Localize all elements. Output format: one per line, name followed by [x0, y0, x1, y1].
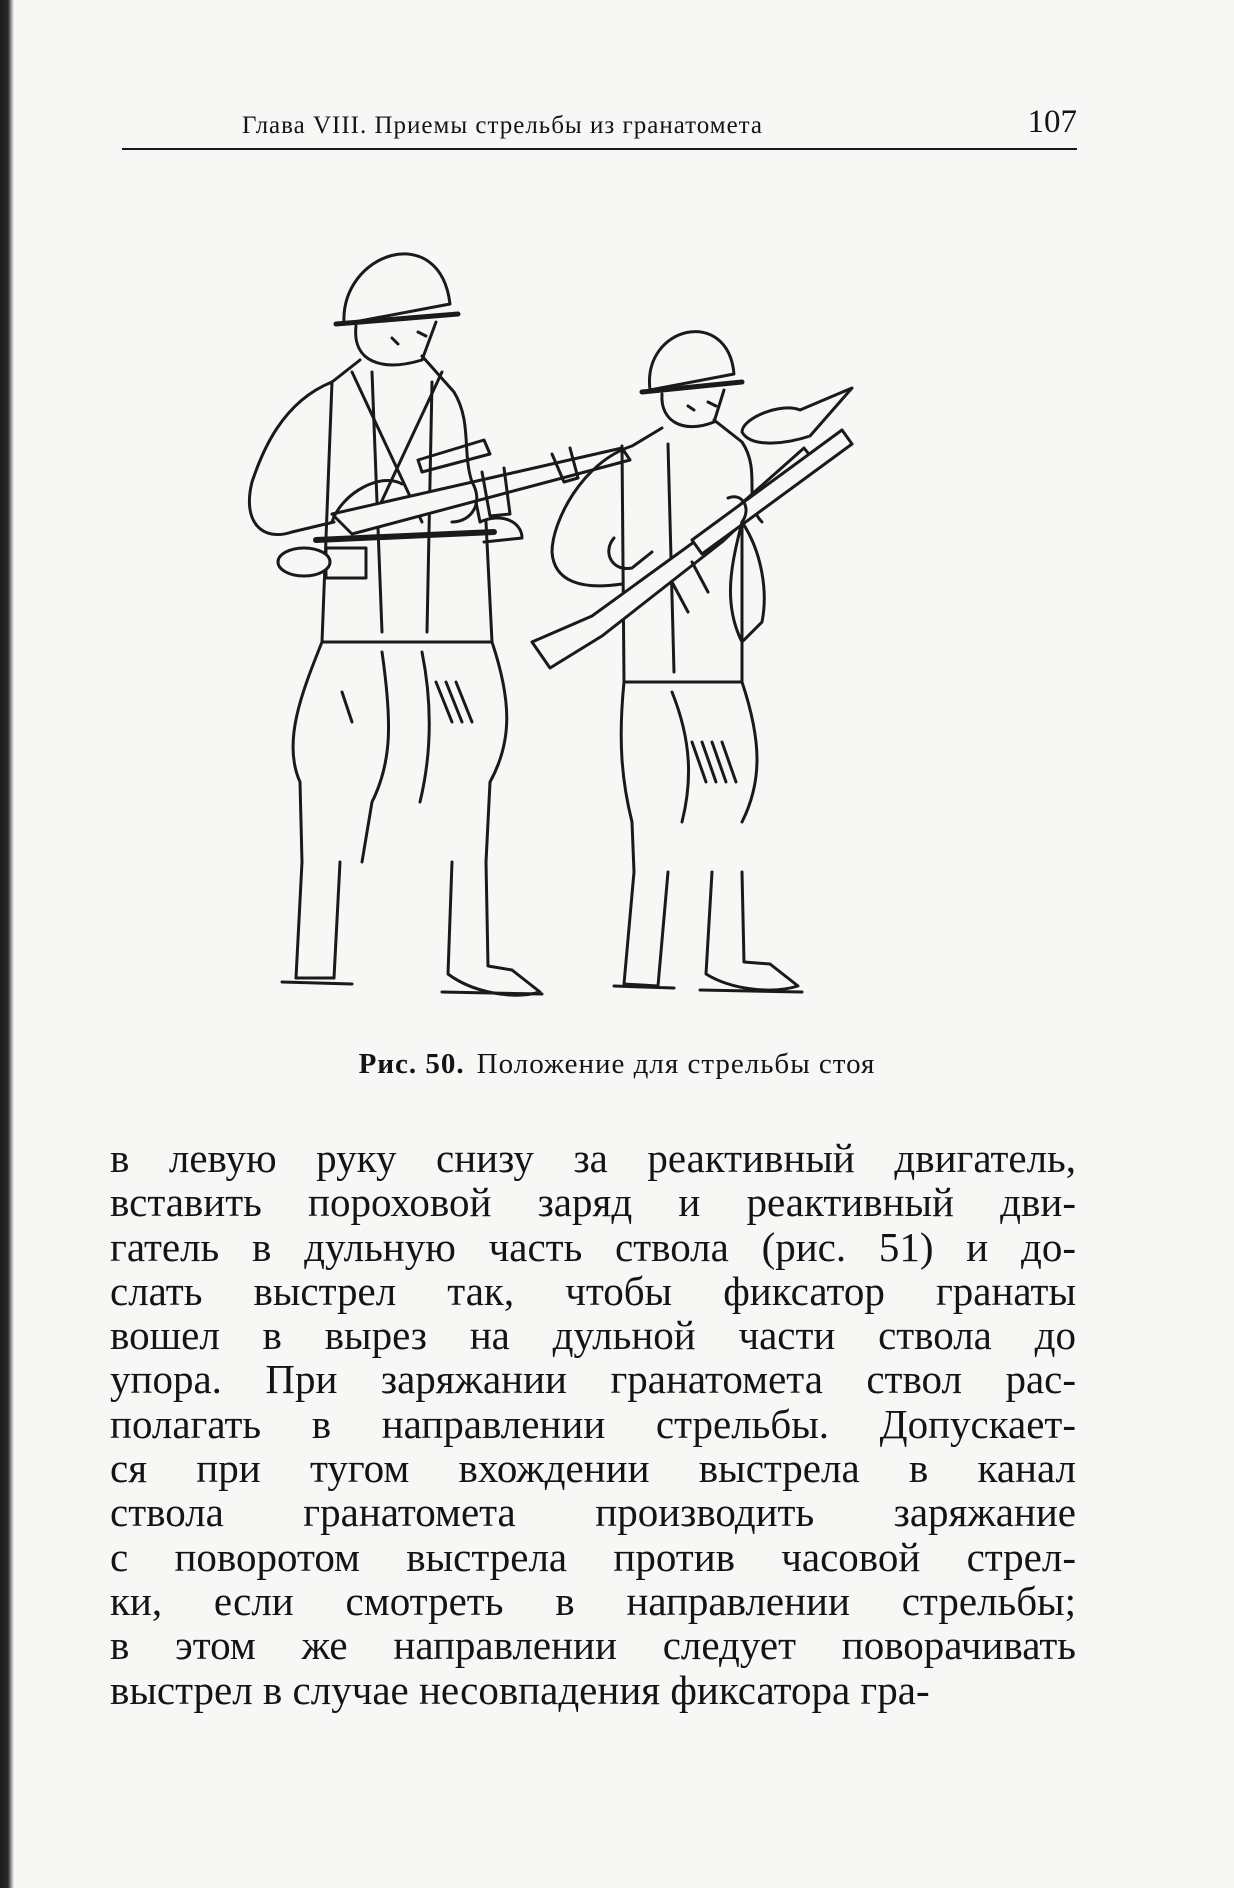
text-line: выстрел в случае несовпадения фиксатора гра-: [110, 1666, 930, 1713]
chapter-title: Глава VIII. Приемы стрельбы из гранатомета: [242, 112, 764, 139]
text-line: с поворотом выстрела против часовой стрел-: [110, 1533, 1076, 1580]
running-header: [122, 98, 1077, 150]
page-binding-edge: [0, 0, 14, 1888]
text-line: в левую руку снизу за реактивный двигатель,: [110, 1135, 1076, 1181]
figure-caption: [0, 1048, 1234, 1081]
text-line: вставить пороховой заряд и реактивный дви-: [110, 1179, 1076, 1226]
text-line: ки, если смотреть в направлении стрельбы;: [110, 1577, 1076, 1624]
body-paragraph: [110, 1136, 1076, 1712]
text-line: гатель в дульную часть ствола (рис. 51) и до-: [110, 1223, 1076, 1270]
text-line: упора. При заряжании гранатомета ствол рас-: [110, 1356, 1076, 1403]
text-line: ся при тугом вхождении выстрела в канал: [110, 1445, 1076, 1492]
text-line: полагать в направлении стрельбы. Допускает-: [110, 1400, 1076, 1447]
text-line: в этом же направлении следует поворачивать: [110, 1622, 1076, 1669]
soldiers-illustration: [222, 222, 1012, 1012]
page-number: 107: [1027, 104, 1077, 140]
text-line: ствола гранатомета производить заряжание: [110, 1489, 1076, 1536]
text-line: вошел в вырез на дульной части ствола до: [110, 1312, 1076, 1359]
figure-number: Рис. 50.: [358, 1048, 465, 1080]
right-soldier-figure: [532, 332, 852, 992]
figure-caption-text: Положение для стрельбы стоя: [476, 1048, 876, 1080]
text-line: слать выстрел так, чтобы фиксатор гранаты: [110, 1267, 1076, 1314]
